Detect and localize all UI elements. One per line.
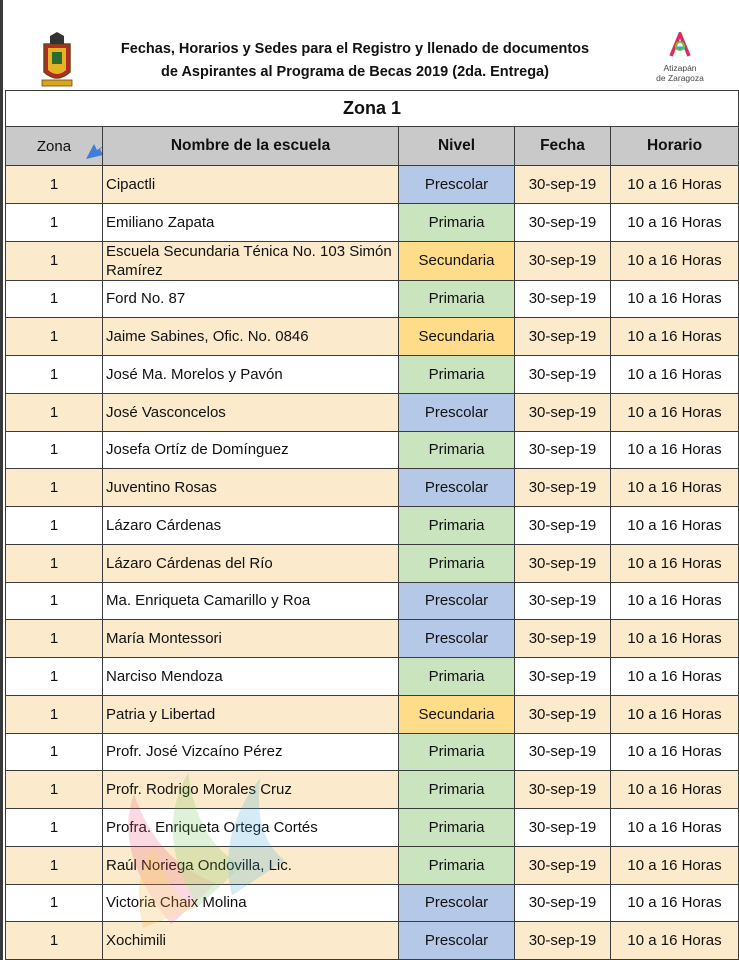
cell-fecha: 30-sep-19 — [515, 620, 611, 658]
column-header-nivel: Nivel — [399, 127, 515, 166]
cell-fecha: 30-sep-19 — [515, 507, 611, 545]
atizapan-a-icon — [667, 32, 693, 58]
cell-fecha: 30-sep-19 — [515, 356, 611, 394]
cell-escuela: Patria y Libertad — [103, 695, 399, 733]
cell-nivel: Secundaria — [399, 241, 515, 280]
table-row — [6, 431, 739, 469]
table-row — [6, 695, 739, 733]
zone-title-row — [6, 91, 739, 127]
title-line-2: de Aspirantes al Programa de Becas 2019 (2da. Entrega) — [161, 64, 549, 80]
table-row — [6, 658, 739, 696]
table-body — [6, 166, 739, 960]
cell-horario: 10 a 16 Horas — [611, 203, 739, 241]
table-row — [6, 507, 739, 545]
column-header-escuela: Nombre de la escuela — [103, 127, 399, 166]
cell-zona: 1 — [6, 733, 103, 771]
cell-horario: 10 a 16 Horas — [611, 884, 739, 922]
cell-horario: 10 a 16 Horas — [611, 771, 739, 809]
cell-zona: 1 — [6, 203, 103, 241]
cell-fecha: 30-sep-19 — [515, 318, 611, 356]
table-row — [6, 733, 739, 771]
cell-horario: 10 a 16 Horas — [611, 658, 739, 696]
cell-escuela: Jaime Sabines, Ofic. No. 0846 — [103, 318, 399, 356]
cell-zona: 1 — [6, 507, 103, 545]
cell-escuela: Profr. José Vizcaíno Pérez — [103, 733, 399, 771]
cell-fecha: 30-sep-19 — [515, 280, 611, 318]
cell-escuela: Raúl Noriega Ondovilla, Lic. — [103, 846, 399, 884]
zone-title: Zona 1 — [6, 91, 739, 127]
cell-horario: 10 a 16 Horas — [611, 695, 739, 733]
cell-horario: 10 a 16 Horas — [611, 318, 739, 356]
cell-zona: 1 — [6, 884, 103, 922]
cell-horario: 10 a 16 Horas — [611, 809, 739, 847]
table-row — [6, 203, 739, 241]
table-header-row — [6, 127, 739, 166]
table-row — [6, 393, 739, 431]
municipal-crest-icon — [38, 32, 76, 88]
document-header — [0, 0, 739, 90]
table-row — [6, 241, 739, 280]
cell-escuela: Ford No. 87 — [103, 280, 399, 318]
cell-fecha: 30-sep-19 — [515, 469, 611, 507]
cell-nivel: Primaria — [399, 280, 515, 318]
cell-zona: 1 — [6, 241, 103, 280]
cell-escuela: José Ma. Morelos y Pavón — [103, 356, 399, 394]
cell-nivel: Prescolar — [399, 469, 515, 507]
cell-nivel: Primaria — [399, 356, 515, 394]
cell-nivel: Primaria — [399, 771, 515, 809]
cell-zona: 1 — [6, 695, 103, 733]
cell-zona: 1 — [6, 809, 103, 847]
cell-escuela: Narciso Mendoza — [103, 658, 399, 696]
cell-nivel: Primaria — [399, 203, 515, 241]
cell-horario: 10 a 16 Horas — [611, 507, 739, 545]
logo-decoration: — — [678, 83, 682, 87]
cell-fecha: 30-sep-19 — [515, 884, 611, 922]
cell-fecha: 30-sep-19 — [515, 166, 611, 204]
cell-nivel: Primaria — [399, 809, 515, 847]
cell-nivel: Primaria — [399, 733, 515, 771]
cell-nivel: Prescolar — [399, 884, 515, 922]
cell-nivel: Primaria — [399, 658, 515, 696]
table-row — [6, 922, 739, 960]
cell-escuela: Escuela Secundaria Ténica No. 103 Simón Ramírez — [103, 241, 399, 280]
cell-horario: 10 a 16 Horas — [611, 241, 739, 280]
cell-zona: 1 — [6, 846, 103, 884]
table-row — [6, 846, 739, 884]
cell-horario: 10 a 16 Horas — [611, 393, 739, 431]
logo-line-2: de Zaragoza — [656, 73, 704, 83]
cell-escuela: Cipactli — [103, 166, 399, 204]
cell-escuela: Juventino Rosas — [103, 469, 399, 507]
cell-fecha: 30-sep-19 — [515, 809, 611, 847]
column-header-fecha: Fecha — [515, 127, 611, 166]
atizapan-logo — [650, 32, 710, 88]
cell-fecha: 30-sep-19 — [515, 203, 611, 241]
cell-escuela: Victoria Chaix Molina — [103, 884, 399, 922]
cell-nivel: Primaria — [399, 507, 515, 545]
column-header-horario: Horario — [611, 127, 739, 166]
cell-nivel: Prescolar — [399, 166, 515, 204]
cell-zona: 1 — [6, 280, 103, 318]
table-row — [6, 280, 739, 318]
cell-horario: 10 a 16 Horas — [611, 846, 739, 884]
cell-zona: 1 — [6, 469, 103, 507]
cell-escuela: Profr. Rodrigo Morales Cruz — [103, 771, 399, 809]
cell-escuela: Ma. Enriqueta Camarillo y Roa — [103, 582, 399, 620]
cell-fecha: 30-sep-19 — [515, 695, 611, 733]
cell-horario: 10 a 16 Horas — [611, 544, 739, 582]
cell-escuela: Profra. Enriqueta Ortega Cortés — [103, 809, 399, 847]
cell-nivel: Prescolar — [399, 922, 515, 960]
column-header-zona-label: Zona — [36, 137, 72, 155]
cell-escuela: Emiliano Zapata — [103, 203, 399, 241]
table-row — [6, 620, 739, 658]
cell-escuela: María Montessori — [103, 620, 399, 658]
cell-zona: 1 — [6, 620, 103, 658]
pointer-arrow-icon — [82, 129, 103, 163]
column-header-zona — [6, 127, 103, 166]
cell-zona: 1 — [6, 356, 103, 394]
cell-zona: 1 — [6, 922, 103, 960]
cell-nivel: Primaria — [399, 431, 515, 469]
logo-line-1: Atizapán — [663, 63, 697, 73]
cell-zona: 1 — [6, 582, 103, 620]
cell-horario: 10 a 16 Horas — [611, 922, 739, 960]
cell-zona: 1 — [6, 544, 103, 582]
cell-nivel: Secundaria — [399, 318, 515, 356]
cell-fecha: 30-sep-19 — [515, 733, 611, 771]
cell-horario: 10 a 16 Horas — [611, 356, 739, 394]
cell-zona: 1 — [6, 318, 103, 356]
cell-horario: 10 a 16 Horas — [611, 469, 739, 507]
table-row — [6, 166, 739, 204]
cell-nivel: Prescolar — [399, 620, 515, 658]
cell-fecha: 30-sep-19 — [515, 846, 611, 884]
cell-nivel: Secundaria — [399, 695, 515, 733]
cell-horario: 10 a 16 Horas — [611, 733, 739, 771]
schedule-table — [5, 90, 739, 960]
cell-zona: 1 — [6, 393, 103, 431]
cell-escuela: Josefa Ortíz de Domínguez — [103, 431, 399, 469]
cell-fecha: 30-sep-19 — [515, 393, 611, 431]
cell-escuela: Lázaro Cárdenas del Río — [103, 544, 399, 582]
left-edge — [0, 0, 3, 960]
table-row — [6, 582, 739, 620]
table-row — [6, 356, 739, 394]
cell-escuela: José Vasconcelos — [103, 393, 399, 431]
cell-escuela: Lázaro Cárdenas — [103, 507, 399, 545]
cell-zona: 1 — [6, 658, 103, 696]
cell-nivel: Prescolar — [399, 582, 515, 620]
cell-horario: 10 a 16 Horas — [611, 582, 739, 620]
cell-fecha: 30-sep-19 — [515, 771, 611, 809]
cell-fecha: 30-sep-19 — [515, 544, 611, 582]
table-row — [6, 809, 739, 847]
cell-horario: 10 a 16 Horas — [611, 280, 739, 318]
document-title — [90, 38, 620, 84]
cell-fecha: 30-sep-19 — [515, 582, 611, 620]
title-line-1: Fechas, Horarios y Sedes para el Registro y llenado de documentos — [120, 41, 590, 57]
table-row — [6, 771, 739, 809]
cell-horario: 10 a 16 Horas — [611, 620, 739, 658]
cell-horario: 10 a 16 Horas — [611, 431, 739, 469]
cell-nivel: Prescolar — [399, 393, 515, 431]
cell-fecha: 30-sep-19 — [515, 922, 611, 960]
cell-escuela: Xochimili — [103, 922, 399, 960]
cell-zona: 1 — [6, 431, 103, 469]
table-row — [6, 884, 739, 922]
cell-fecha: 30-sep-19 — [515, 431, 611, 469]
cell-nivel: Primaria — [399, 846, 515, 884]
cell-nivel: Primaria — [399, 544, 515, 582]
table-row — [6, 469, 739, 507]
cell-fecha: 30-sep-19 — [515, 241, 611, 280]
table-row — [6, 318, 739, 356]
cell-fecha: 30-sep-19 — [515, 658, 611, 696]
table-row — [6, 544, 739, 582]
cell-zona: 1 — [6, 166, 103, 204]
cell-zona: 1 — [6, 771, 103, 809]
cell-horario: 10 a 16 Horas — [611, 166, 739, 204]
